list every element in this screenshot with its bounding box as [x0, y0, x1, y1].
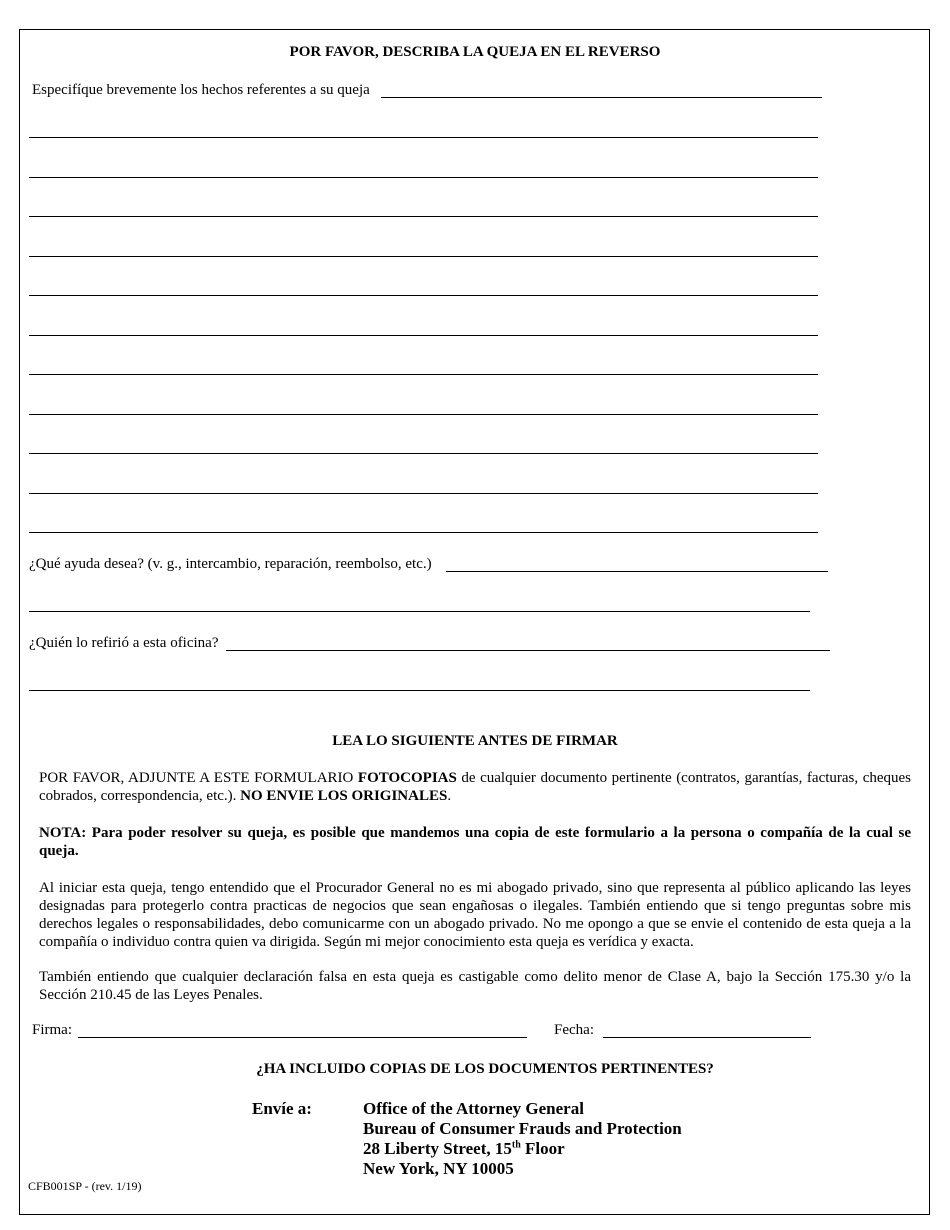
form-revision-code: CFB001SP - (rev. 1/19) — [28, 1179, 142, 1193]
help-desired-label: ¿Qué ayuda desea? (v. g., intercambio, reparación, reembolso, etc.) — [29, 556, 432, 572]
signature-input[interactable] — [78, 1037, 527, 1038]
copies-included-question: ¿HA INCLUIDO COPIAS DE LOS DOCUMENTOS PERTINENTES? — [256, 1061, 714, 1077]
attach-copies-paragraph — [39, 769, 911, 805]
attach-text-cont: de cualquier documento pertinente (contratos, garantías, facturas, cheques cobrados, correspondencia, etc.). — [39, 770, 912, 804]
complaint-line[interactable] — [29, 137, 818, 138]
complaint-line[interactable] — [29, 216, 818, 217]
help-desired-line[interactable] — [29, 611, 810, 612]
complaint-line[interactable] — [29, 532, 818, 533]
page-title: POR FAVOR, DESCRIBA LA QUEJA EN EL REVERSO — [289, 44, 661, 60]
complaint-line[interactable] — [29, 177, 818, 178]
disclaimer-paragraph: Al iniciar esta queja, tengo entendido que el Procurador General no es mi abogado privado, sino que representa al público aplicando las leyes designadas para protegerlo contra practicas de negocios que sean engañosas o ilegales. También entiendo que si tengo preguntas sobre mis derechos legales o responsabilidades, debo comunicarme con un abogado privado. No me opongo a que se envie el contenido de esta queja a la compañía o individuo contra quien va dirigida. Según mi mejor conocimiento esta queja es verídica y exacta. — [39, 880, 911, 950]
mailing-address — [363, 1099, 682, 1179]
address-street — [363, 1139, 682, 1159]
help-desired-input[interactable] — [446, 571, 828, 572]
complaint-line[interactable] — [29, 335, 818, 336]
signature-label: Firma: — [32, 1022, 72, 1038]
floor-ordinal: th — [511, 1139, 521, 1151]
nota-paragraph: NOTA: Para poder resolver su queja, es posible que mandemos una copia de este formulario a la persona o compañía de la cual se queja. — [39, 825, 911, 859]
attach-text-end: . — [447, 788, 452, 804]
referral-line[interactable] — [29, 690, 810, 691]
complaint-facts-label: Especifíque brevemente los hechos referentes a su queja — [32, 82, 370, 98]
address-city: New York, NY 10005 — [363, 1159, 514, 1178]
referral-input[interactable] — [226, 650, 830, 651]
date-label: Fecha: — [554, 1022, 594, 1038]
address-office: Office of the Attorney General — [363, 1099, 584, 1118]
complaint-line[interactable] — [29, 493, 818, 494]
referral-label: ¿Quién lo refirió a esta oficina? — [29, 635, 219, 651]
complaint-line[interactable] — [29, 453, 818, 454]
date-input[interactable] — [603, 1037, 811, 1038]
complaint-line[interactable] — [29, 374, 818, 375]
attach-text: POR FAVOR, ADJUNTE A ESTE FORMULARIO — [39, 770, 358, 786]
complaint-facts-input[interactable] — [381, 97, 822, 98]
address-bureau: Bureau of Consumer Frauds and Protection — [363, 1119, 682, 1138]
notice-heading: LEA LO SIGUIENTE ANTES DE FIRMAR — [332, 733, 618, 749]
street-text: 28 Liberty Street, 15 — [363, 1139, 512, 1158]
no-originals-emphasis: NO ENVIE LOS ORIGINALES — [240, 788, 448, 804]
photocopies-emphasis: FOTOCOPIAS — [357, 770, 457, 786]
complaint-line[interactable] — [29, 256, 818, 257]
floor-text: Floor — [520, 1139, 565, 1158]
complaint-line[interactable] — [29, 295, 818, 296]
false-statement-paragraph: También entiendo que cualquier declaración falsa en esta queja es castigable como delito menor de Clase A, bajo la Sección 175.30 y/o la Sección 210.45 de las Leyes Penales. — [39, 969, 911, 1003]
send-to-label: Envíe a: — [252, 1099, 312, 1118]
complaint-line[interactable] — [29, 414, 818, 415]
